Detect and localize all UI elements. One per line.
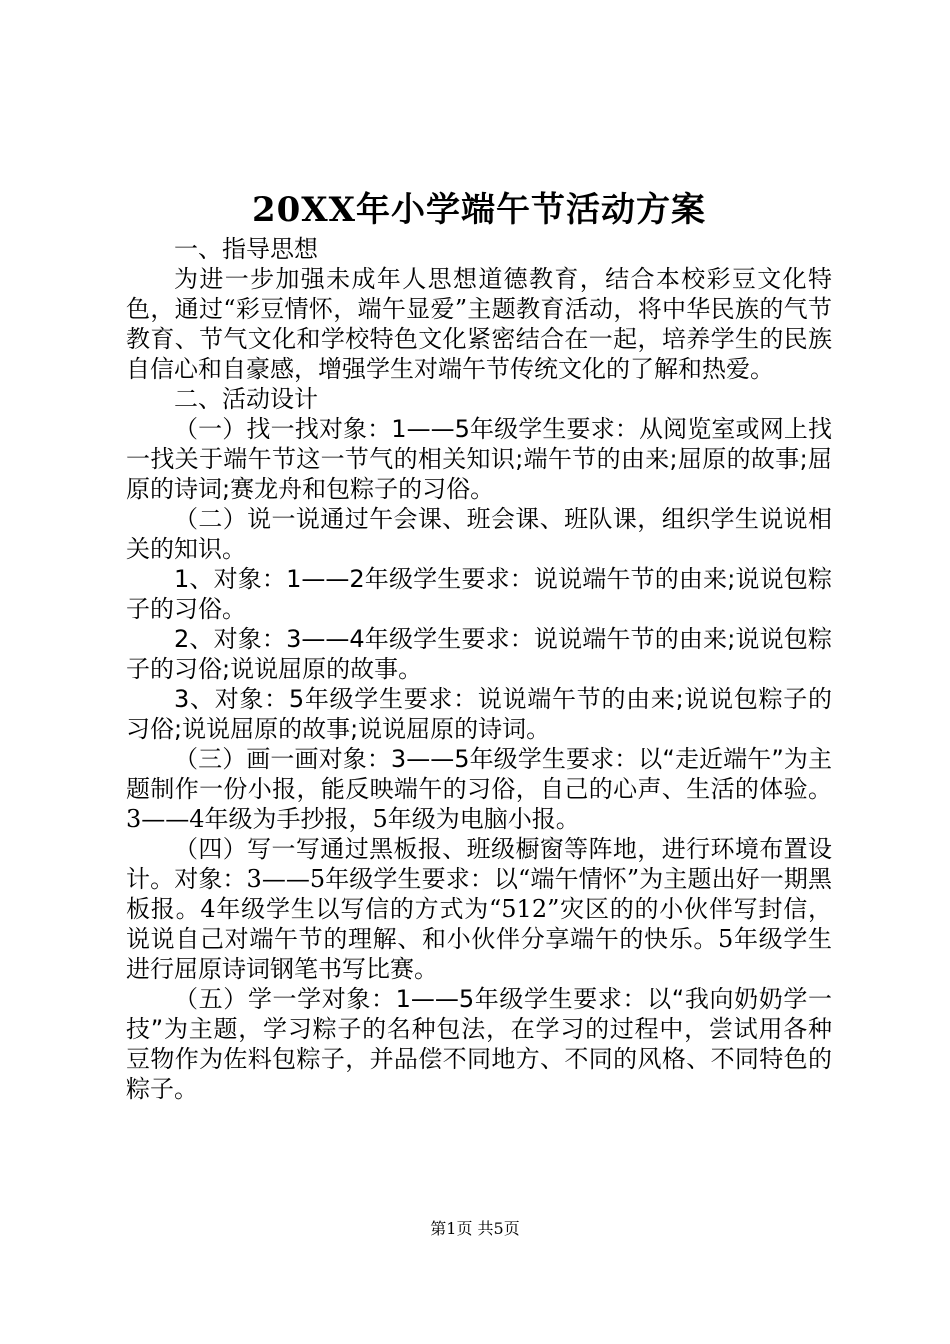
paragraph: （二）说一说通过午会课、班会课、班队课，组织学生说说相关的知识。 [126, 505, 832, 563]
page-footer: 第1页 共5页 [430, 1219, 520, 1238]
paragraph [126, 744, 832, 834]
document-body [126, 186, 832, 1104]
paragraph: 2、对象：3——4年级学生要求：说说端午节的由来;说说包粽子的习俗;说说屈原的故事。 [126, 625, 832, 683]
paragraph: 二、活动设计 [174, 385, 318, 413]
paragraph-rest: 对象：3——5年级学生要求：以“端午情怀”为主题出好一期黑板报。4年级学生以写信的方式为“512”灾区的的小伙伴写封信，说说自己对端午节的理解、和小伙伴分享端午的快乐。5年级学生进行屈原诗词钢笔书写比赛。 [126, 865, 833, 983]
paragraph: 一、指导思想 [174, 235, 318, 263]
paragraph: 3、对象：5年级学生要求：说说端午节的由来;说说包粽子的习俗;说说屈原的故事;说说屈原的诗词。 [126, 685, 832, 743]
paragraph: （一）找一找对象：1——5年级学生要求：从阅览室或网上找一找关于端午节这一节气的相关知识;端午节的由来;屈原的故事;屈原的诗词;赛龙舟和包粽子的习俗。 [126, 415, 832, 503]
paragraph: 1、对象：1——2年级学生要求：说说端午节的由来;说说包粽子的习俗。 [126, 565, 832, 623]
paragraph: （五）学一学对象：1——5年级学生要求：以“我向奶奶学一技”为主题，学习粽子的名种包法，在学习的过程中，尝试用各种豆物作为佐料包粽子，并品偿不同地方、不同的风格、不同特色的粽子。 [126, 985, 832, 1103]
paragraph-rest: 3——4年级为手抄报，5年级为电脑小报。 [126, 805, 580, 833]
paragraph-lead: （四）写一写通过黑板报、班级橱窗等阵地，进行环境布置设计。 [126, 835, 832, 893]
paragraph: 为进一步加强未成年人思想道德教育，结合本校彩豆文化特色，通过“彩豆情怀，端午显爱”主题教育活动，将中华民族的气节教育、节气文化和学校特色文化紧密结合在一起，培养学生的民族自信心和自豪感，增强学生对端午节传统文化的了解和热爱。 [126, 265, 832, 383]
document-title: 20XX年小学端午节活动方案 [251, 190, 707, 230]
paragraph-lead: （三）画一画对象：3——5年级学生要求：以“走近端午”为主题制作一份小报，能反映端午的习俗，自己的心声、生活的体验。 [126, 745, 832, 803]
paragraph [126, 834, 832, 984]
paragraph-list [126, 234, 832, 1104]
